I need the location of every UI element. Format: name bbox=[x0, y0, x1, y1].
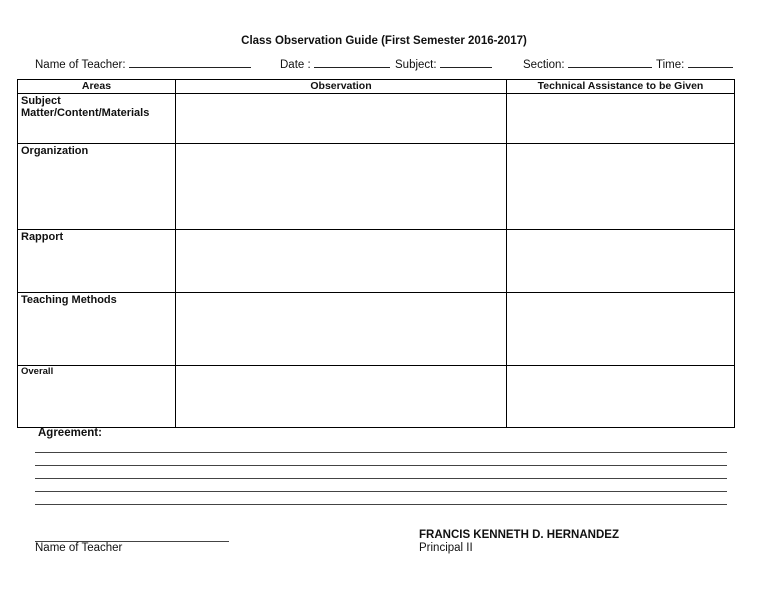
table-header-row bbox=[18, 80, 735, 94]
observation-cell[interactable] bbox=[176, 144, 507, 230]
section-blank bbox=[568, 57, 652, 68]
area-cell: Teaching Methods bbox=[18, 293, 176, 366]
table-row bbox=[18, 293, 735, 366]
time-label: Time: bbox=[656, 59, 685, 71]
principal-name: FRANCIS KENNETH D. HERNANDEZ bbox=[419, 529, 619, 541]
time-blank bbox=[688, 57, 733, 68]
assistance-cell[interactable] bbox=[507, 94, 735, 144]
teacher-name-field bbox=[35, 57, 251, 71]
agreement-line[interactable] bbox=[35, 452, 727, 453]
subject-blank bbox=[440, 57, 492, 68]
teacher-name-label: Name of Teacher: bbox=[35, 59, 126, 71]
observation-cell[interactable] bbox=[176, 94, 507, 144]
date-blank bbox=[314, 57, 390, 68]
assistance-cell[interactable] bbox=[507, 366, 735, 428]
observation-cell[interactable] bbox=[176, 366, 507, 428]
teacher-name-blank bbox=[129, 57, 251, 68]
subject-field bbox=[395, 57, 492, 71]
observation-cell[interactable] bbox=[176, 293, 507, 366]
assistance-cell[interactable] bbox=[507, 293, 735, 366]
section-label: Section: bbox=[523, 59, 565, 71]
area-cell: Organization bbox=[18, 144, 176, 230]
agreement-line[interactable] bbox=[35, 504, 727, 505]
assistance-cell[interactable] bbox=[507, 230, 735, 293]
time-field bbox=[656, 57, 733, 71]
header-technical-assistance: Technical Assistance to be Given bbox=[507, 80, 735, 94]
observation-table bbox=[17, 79, 735, 428]
table-row bbox=[18, 230, 735, 293]
table-row bbox=[18, 94, 735, 144]
header-areas: Areas bbox=[18, 80, 176, 94]
principal-title: Principal II bbox=[419, 542, 473, 554]
agreement-label: Agreement: bbox=[38, 427, 102, 439]
observation-cell[interactable] bbox=[176, 230, 507, 293]
header-observation: Observation bbox=[176, 80, 507, 94]
agreement-line[interactable] bbox=[35, 465, 727, 466]
document-title: Class Observation Guide (First Semester 2016-2017) bbox=[241, 35, 527, 47]
table-row bbox=[18, 366, 735, 428]
assistance-cell[interactable] bbox=[507, 144, 735, 230]
area-cell: Subject Matter/Content/Materials bbox=[18, 94, 176, 144]
table-row bbox=[18, 144, 735, 230]
teacher-signature-label: Name of Teacher bbox=[35, 542, 123, 554]
agreement-line[interactable] bbox=[35, 478, 727, 479]
section-field bbox=[523, 57, 652, 71]
date-field bbox=[280, 57, 390, 71]
subject-label: Subject: bbox=[395, 59, 437, 71]
agreement-line[interactable] bbox=[35, 491, 727, 492]
area-cell: Rapport bbox=[18, 230, 176, 293]
date-label: Date : bbox=[280, 59, 311, 71]
area-cell: Overall bbox=[18, 366, 176, 428]
